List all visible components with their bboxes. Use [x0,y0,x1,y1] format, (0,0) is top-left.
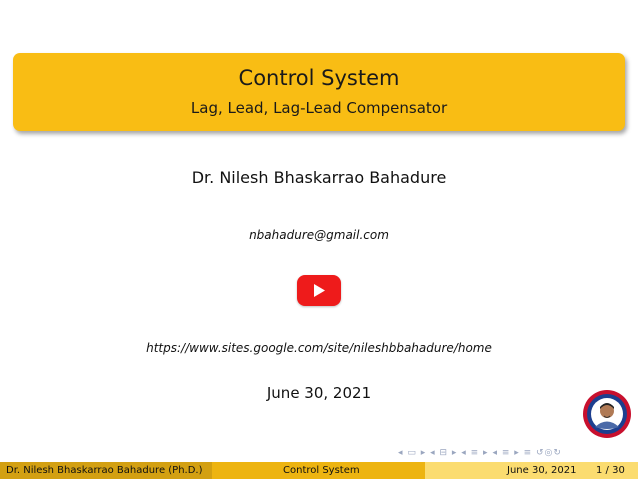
footer-date: June 30, 2021 [507,465,577,476]
footer-author: Dr. Nilesh Bhaskarrao Bahadure (Ph.D.) [6,465,203,476]
beamer-navigation-controls[interactable]: ◂ ▭ ▸ ◂ ⊟ ▸ ◂ ≡ ▸ ◂ ≡ ▸ ≡ ↺◎↻ [398,448,562,458]
footer-date-section [425,462,638,479]
title-block [13,53,625,131]
institute-logo-icon [582,389,632,439]
author-name: Dr. Nilesh Bhaskarrao Bahadure [191,168,447,187]
footer-page-number: 1 / 30 [596,465,625,476]
footer-author-section [0,462,212,479]
presentation-date: June 30, 2021 [266,384,372,402]
youtube-play-icon[interactable] [297,275,341,306]
footer-title: Control System [283,465,360,476]
footer-bar [0,462,638,479]
play-triangle-icon [297,275,341,306]
slide-subtitle: Lag, Lead, Lag-Lead Compensator [190,99,448,117]
website-link[interactable]: https://www.sites.google.com/site/nileshbbahadure/home [146,341,492,355]
author-email[interactable]: nbahadure@gmail.com [249,228,389,242]
footer-title-section [212,462,425,479]
slide-title: Control System [238,66,400,90]
